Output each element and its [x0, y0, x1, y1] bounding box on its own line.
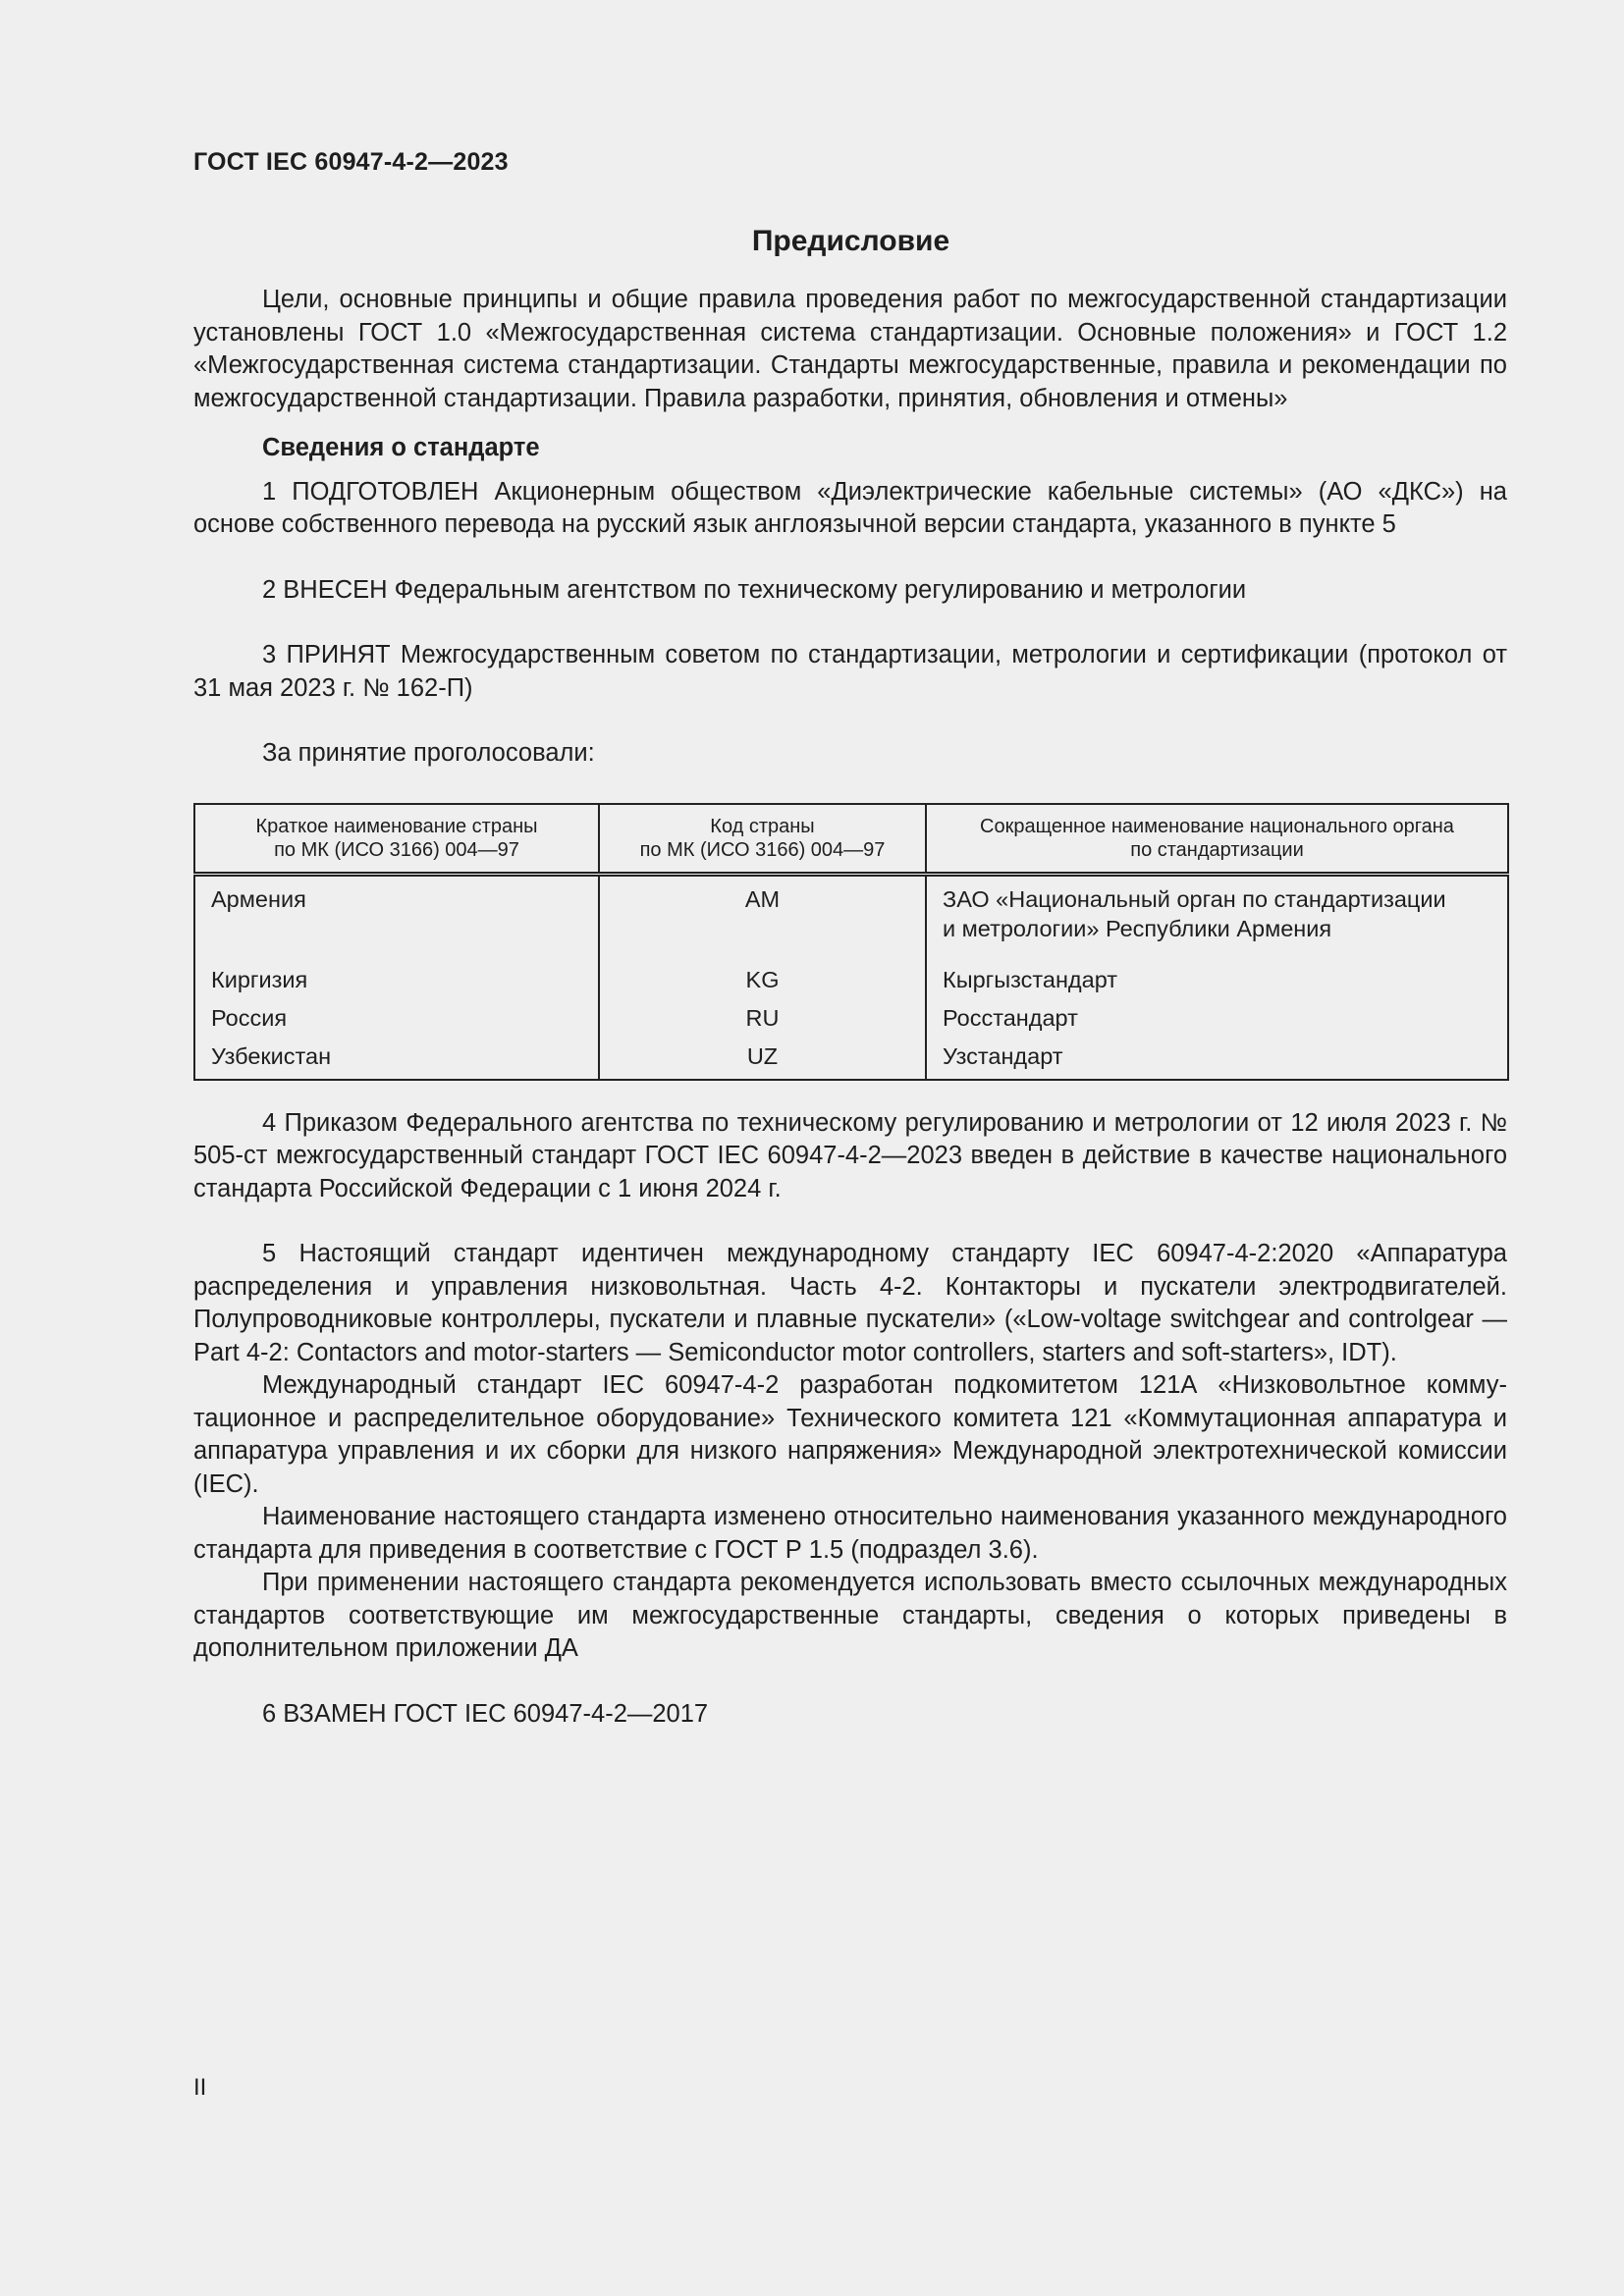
- item-1-paragraph: 1 ПОДГОТОВЛЕН Акционерным обществом «Диэлектрические кабельные системы» (АО «ДКС») на основе собственного перевода на русский язык англоязычной версии стандарта, указанного в пункте 5: [193, 477, 1507, 538]
- cell-code: UZ: [599, 1037, 926, 1080]
- table-row: [194, 998, 1508, 1037]
- item-2-paragraph: 2 ВНЕСЕН Федеральным агентством по техническому регулированию и метрологии: [262, 575, 1247, 604]
- page-number: II: [193, 2074, 207, 2101]
- item-5-paragraph: 5 Настоящий стандарт идентичен международному стандарту IEC 60947-4-2:2020 «Аппаратура распределения и управления низковольтная. Часть 4-2. Контакторы и пускатели электродвигателей. Полупроводниковые контроллеры, пускатели и плавные пускатели» («Low-voltage switchgear and controlgear — Part 4-2: Contactors and motor-starters — Semiconductor motor controllers, starters and soft-starters», IDT).: [193, 1240, 1507, 1366]
- item-3-paragraph: 3 ПРИНЯТ Межгосударственным советом по стандартизации, метрологии и сертификации (протокол от 31 мая 2023 г. № 162-П): [193, 641, 1507, 702]
- document-code-header: ГОСТ IEC 60947-4-2—2023: [193, 148, 509, 176]
- header-code: Код страны по МК (ИСО 3166) 004—97: [599, 804, 926, 875]
- voted-label: За принятие проголосовали:: [262, 739, 595, 767]
- cell-code: KG: [599, 947, 926, 998]
- intro-paragraph: Цели, основные принципы и общие правила проведения работ по межгосударственной стандартизации установлены ГОСТ 1.0 «Межгосударственная система стандартизации. Основные положения» и ГОСТ 1.2 «Межгосударственная система стандартизации. Стандарты межгосударственные, правила и рекомендации по межгосударственной стандартизации. Правила разработки, принятия, обновления и отмены»: [193, 286, 1507, 412]
- header-national-body: Сокращенное наименование национального органа по стандартизации: [926, 804, 1508, 875]
- table-row: [194, 1037, 1508, 1080]
- cell-national-body: Росстандарт: [926, 998, 1508, 1037]
- cell-national-body: ЗАО «Национальный орган по стандартизации и метрологии» Республики Армения: [926, 874, 1508, 947]
- header-country: Краткое наименование страны по МК (ИСО 3166) 004—97: [194, 804, 599, 875]
- cell-national-body: Кыргызстандарт: [926, 947, 1508, 998]
- item-5-paragraph-3: Наименование настоящего стандарта изменено относительно наименования указанного международного стандарта для приведения в соответствие с ГОСТ Р 1.5 (подраздел 3.6).: [193, 1503, 1507, 1564]
- cell-code: AM: [599, 874, 926, 947]
- cell-country: Армения: [194, 874, 599, 947]
- cell-country: Россия: [194, 998, 599, 1037]
- info-heading: Сведения о стандарте: [262, 434, 540, 461]
- cell-national-body: Узстандарт: [926, 1037, 1508, 1080]
- table-row: [194, 947, 1508, 998]
- table-row: [194, 874, 1508, 947]
- cell-country: Киргизия: [194, 947, 599, 998]
- member-states-table: [193, 803, 1509, 1081]
- cell-country: Узбекистан: [194, 1037, 599, 1080]
- preface-content: [193, 284, 1507, 1731]
- table-header-row: [194, 804, 1508, 875]
- page-title: Предисловие: [751, 225, 950, 257]
- item-5-paragraph-2: Международный стандарт IEC 60947-4-2 разработан подкомитетом 121А «Низковольтное коммутационное и распределительное оборудование» Технического комитета 121 «Коммутационная аппаратура и аппаратура управления и их сборки для низкого напряжения» Международной электротехнической комиссии (IEC).: [193, 1371, 1507, 1498]
- item-4-paragraph: 4 Приказом Федерального агентства по техническому регулированию и метрологии от 12 июля 2023 г. № 505-ст межгосударственный стандарт ГОСТ IEC 60947-4-2—2023 введен в действие в качестве национального стандарта Российской Федерации с 1 июня 2024 г.: [193, 1108, 1507, 1202]
- item-6-paragraph: 6 ВЗАМЕН ГОСТ IEC 60947-4-2—2017: [262, 1699, 709, 1728]
- item-5-paragraph-4: При применении настоящего стандарта рекомендуется использовать вместо ссылочных международных стандартов соответствующие им межгосударственные стандарты, сведения о которых приведены в дополнительном приложении ДА: [193, 1569, 1507, 1662]
- cell-code: RU: [599, 998, 926, 1037]
